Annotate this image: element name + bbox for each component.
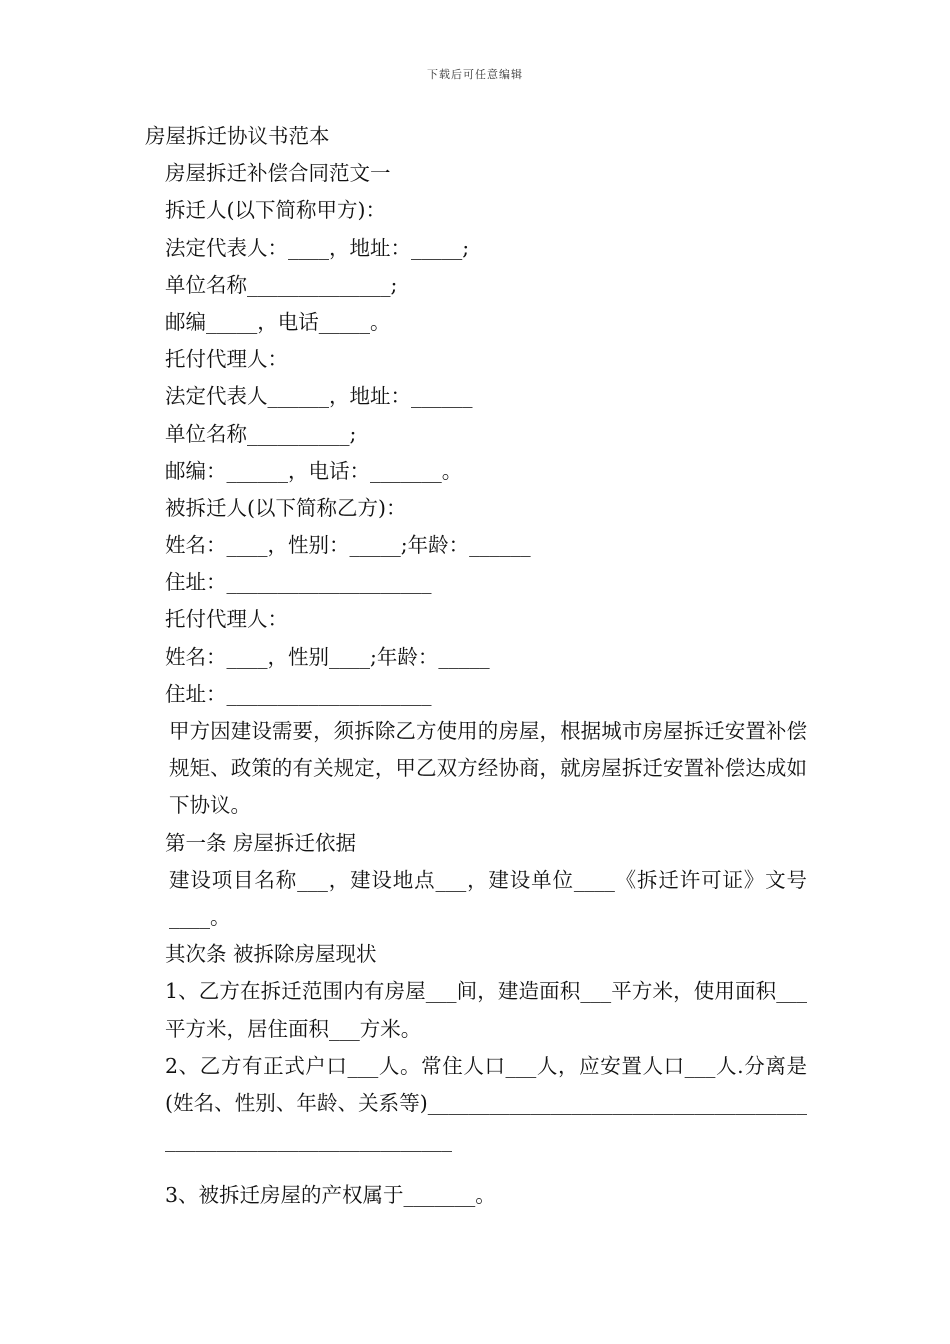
text-line: 姓名：____，性别____;年龄：_____ — [165, 644, 490, 669]
text-line: 邮编_____，电话_____。 — [165, 309, 391, 334]
article-1-text: 建设项目名称___，建设地点___，建设单位____《拆迁许可证》文号____。 — [169, 867, 807, 929]
paragraph-intro: 甲方因建设需要，须拆除乙方使用的房屋，根据城市房屋拆迁安置补偿规矩、政策的有关规定，甲乙双方经协商，就房屋拆迁安置补偿达成如下协议。 — [169, 719, 807, 818]
text-line: 单位名称__________; — [165, 421, 357, 446]
text-line: 姓名：____，性别：_____;年龄：______ — [165, 533, 531, 558]
article-2-title: 其次条 被拆除房屋现状 — [165, 942, 377, 967]
text-line: 托付代理人： — [165, 347, 288, 372]
document-title: 房屋拆迁协议书范本 — [145, 124, 330, 148]
text-line: 邮编：______，电话：_______。 — [165, 458, 463, 483]
text-line: 住址：____________________ — [165, 570, 432, 595]
text-line: 单位名称______________; — [165, 272, 398, 297]
text-line: 托付代理人： — [165, 607, 288, 632]
text-line: 被拆迁人(以下简称乙方)： — [165, 495, 407, 520]
text-line: 法定代表人：____，地址：_____; — [165, 235, 470, 260]
spacer — [145, 1159, 807, 1177]
article-2-item-1: 1、乙方在拆迁范围内有房屋___间，建造面积___平方米，使用面积___平方米，居住面积___方米。 — [165, 979, 807, 1041]
document-body — [145, 118, 807, 1215]
header-note: 下载后可任意编辑 — [427, 68, 523, 81]
article-2-item-2: 2、乙方有正式户口___人。常住人口___人，应安置人口___人.分离是(姓名、性别、年龄、关系等)_________________________________________________________________ — [165, 1053, 807, 1153]
document-subtitle: 房屋拆迁补偿合同范文一 — [165, 161, 391, 186]
article-2-item-3: 3、被拆迁房屋的产权属于_______。 — [165, 1183, 496, 1208]
text-line: 拆迁人(以下简称甲方)： — [165, 198, 386, 223]
text-line: 住址：____________________ — [165, 681, 432, 706]
article-1-title: 第一条 房屋拆迁依据 — [165, 830, 357, 855]
text-line: 法定代表人______，地址：______ — [165, 384, 473, 409]
